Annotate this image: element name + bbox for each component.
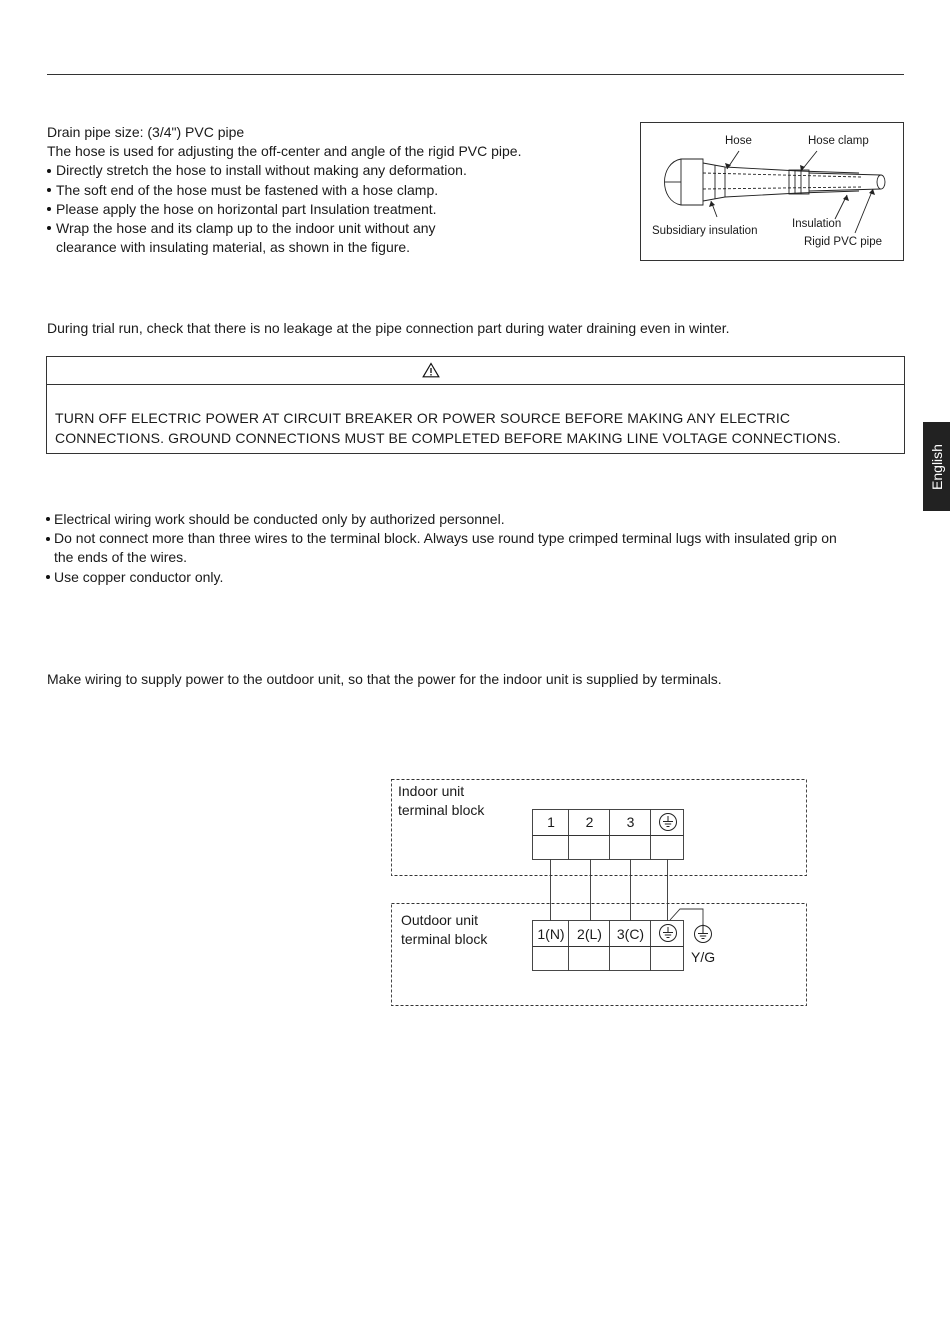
- indoor-unit-label: Indoor unit: [398, 783, 465, 799]
- outdoor-unit-boundary: [392, 904, 807, 1006]
- bullet-icon: [47, 226, 51, 230]
- ground-symbol-icon: [658, 812, 678, 832]
- list-item: Directly stretch the hose to install without making any deformation.: [47, 161, 627, 180]
- header-rule: [47, 74, 904, 75]
- ground-symbol-icon: [658, 923, 678, 943]
- bullet-icon: [46, 575, 50, 579]
- warning-line-2: CONNECTIONS. GROUND CONNECTIONS MUST BE COMPLETED BEFORE MAKING LINE VOLTAGE CONNECTIONS.: [55, 429, 841, 446]
- list-item: Wrap the hose and its clamp up to the indoor unit without any: [47, 219, 627, 238]
- outdoor-terminal-2l: 2(L): [577, 926, 602, 942]
- list-item: Use copper conductor only.: [45, 568, 915, 587]
- outdoor-unit-label: Outdoor unit: [401, 912, 479, 928]
- indoor-terminal-2: 2: [585, 814, 594, 830]
- list-item: Do not connect more than three wires to the terminal block. Always use round type crimped terminal lugs with insulated grip on: [45, 529, 915, 548]
- warning-box: [46, 356, 905, 454]
- indoor-unit-boundary: [392, 780, 807, 876]
- language-tab: [923, 422, 950, 511]
- warning-header: [47, 357, 904, 385]
- warning-triangle-icon: [422, 362, 440, 378]
- figure-label-hose-clamp: Hose clamp: [808, 135, 869, 147]
- electrical-notes: [45, 510, 915, 587]
- indoor-terminal-block-label: terminal block: [398, 802, 485, 818]
- bullet-icon: [46, 537, 50, 541]
- bullet-icon: [47, 169, 51, 173]
- drain-intro: The hose is used for adjusting the off-center and angle of the rigid PVC pipe.: [47, 143, 522, 160]
- list-item: Electrical wiring work should be conducted only by authorized personnel.: [45, 510, 915, 529]
- bullet-icon: [47, 188, 51, 192]
- list-item-continuation: clearance with insulating material, as shown in the figure.: [56, 239, 411, 256]
- figure-label-subsidiary-insulation: Subsidiary insulation: [652, 225, 758, 237]
- list-item: Please apply the hose on horizontal part Insulation treatment.: [47, 200, 627, 219]
- bullet-icon: [46, 517, 50, 521]
- trial-run-note: During trial run, check that there is no leakage at the pipe connection part during water draining even in winter.: [47, 320, 730, 336]
- figure-label-rigid-pvc-pipe: Rigid PVC pipe: [804, 236, 882, 248]
- figure-label-hose: Hose: [725, 135, 752, 147]
- indoor-terminal-1: 1: [547, 814, 555, 830]
- outdoor-terminal-3c: 3(C): [616, 926, 645, 942]
- list-item: The soft end of the hose must be fastened with a hose clamp.: [47, 181, 627, 200]
- language-tab-label: English: [928, 443, 945, 490]
- outdoor-terminal-1n: 1(N): [537, 926, 565, 942]
- outdoor-terminal-block-label: terminal block: [401, 931, 488, 947]
- ground-wire-label: Y/G: [691, 949, 716, 965]
- warning-text: [55, 409, 841, 448]
- indoor-terminal-3: 3: [626, 814, 635, 830]
- drain-size-line: Drain pipe size: (3/4") PVC pipe: [47, 124, 245, 140]
- figure-label-insulation: Insulation: [792, 218, 842, 230]
- drain-instructions: [47, 123, 627, 257]
- warning-line-1: TURN OFF ELECTRIC POWER AT CIRCUIT BREAKER OR POWER SOURCE BEFORE MAKING ANY ELECTRIC: [55, 410, 791, 426]
- power-supply-note: Make wiring to supply power to the outdoor unit, so that the power for the indoor unit is supplied by terminals.: [47, 671, 722, 687]
- ground-symbol-icon: [693, 924, 713, 944]
- list-item-continuation: the ends of the wires.: [54, 549, 188, 566]
- bullet-icon: [47, 207, 51, 211]
- hose-figure: [640, 122, 904, 261]
